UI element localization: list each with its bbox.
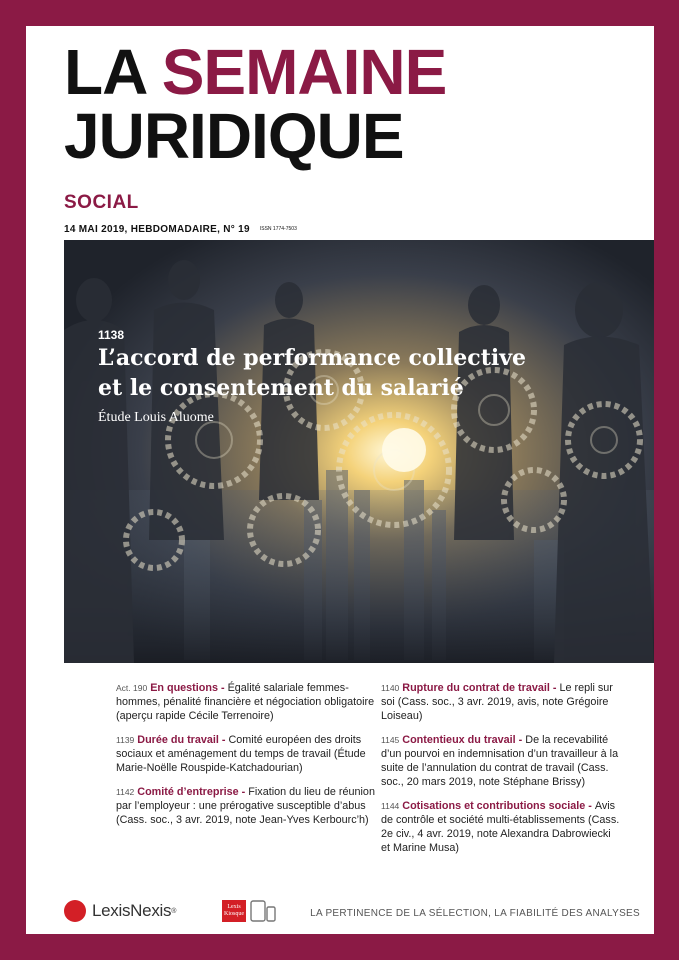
toc-item-number: 1145 (381, 735, 400, 745)
toc-item[interactable] (381, 733, 621, 789)
devices-icon (250, 898, 276, 924)
lexis-kiosque-logo[interactable] (222, 900, 246, 922)
toc-item[interactable] (116, 733, 376, 775)
toc-item-number: 1142 (116, 787, 135, 797)
toc-item-text: Avis de contrôle et société multi-établissements (Cass. 2e civ., 4 avr. 2019, note Alexandra Dabrowiecki et Marine Musa) (381, 800, 620, 854)
issue-info (64, 224, 297, 235)
toc-item-heading: Durée du travail (137, 734, 219, 746)
toc-item-text: Le repli sur soi (Cass. soc., 3 avr. 2019, avis, note Grégoire Loiseau) (381, 682, 613, 722)
lexisnexis-logo[interactable] (64, 900, 176, 922)
toc-item-heading: Comité d’entreprise (137, 786, 239, 798)
toc-item-heading: Rupture du contrat de travail (402, 682, 550, 694)
toc-item-number: Act. 190 (116, 683, 148, 693)
registered-mark: ® (171, 907, 177, 915)
toc-item-separator: - (217, 682, 228, 694)
toc-item[interactable] (381, 799, 621, 855)
feature-number: 1138 (98, 328, 125, 342)
publisher-name: LexisNexis (92, 901, 172, 920)
feature-title-line-2: et le consentement du salarié (98, 375, 464, 401)
toc-item-heading: Contentieux du travail (402, 734, 516, 746)
feature-headline (98, 328, 526, 426)
footer (26, 896, 654, 934)
toc-item-text: Comité européen des droits sociaux et aménagement du temps de travail (Étude Marie-Noëlle Rouspide-Katchadourian) (116, 734, 366, 774)
toc-item-number: 1144 (381, 801, 400, 811)
toc-item-separator: - (549, 682, 560, 694)
toc-right-column (381, 681, 621, 865)
masthead-line-1 (64, 36, 447, 108)
toc-item-separator: - (218, 734, 229, 746)
toc-item-number: 1139 (116, 735, 135, 745)
toc-item-heading: Cotisations et contributions sociale (402, 800, 586, 812)
toc-item-separator: - (585, 800, 595, 812)
kiosque-line-2: Kiosque (224, 911, 244, 917)
toc-item-text: Fixation du lieu de réunion par l’employeur : une prérogative susceptible d’abus (Cass. soc., 3 avr. 2019, note Jean-Yves Kerbourc’h) (116, 786, 375, 826)
cover-page (26, 26, 654, 934)
section-title: SOCIAL (64, 192, 139, 213)
tagline: LA PERTINENCE DE LA SÉLECTION, LA FIABILITÉ DES ANALYSES (310, 908, 640, 919)
toc-item[interactable] (116, 681, 376, 723)
toc-item-number: 1140 (381, 683, 400, 693)
toc-item[interactable] (116, 785, 376, 827)
toc-left-column (116, 681, 376, 837)
issn-number: ISSN 1774-7503 (259, 226, 297, 233)
toc-item-text: De la recevabilité d’un pourvoi en indemnisation d’un travailleur à la suite de l’annulation du contrat de travail (Cass. soc., 20 mars 2019, note Stéphane Brissy) (381, 734, 619, 788)
feature-author: Étude Louis Aluome (98, 410, 214, 425)
lexisnexis-emblem-icon (64, 900, 86, 922)
masthead (64, 36, 447, 172)
masthead-la: LA (64, 36, 162, 108)
toc-item-separator: - (515, 734, 526, 746)
kiosque-line-1: Lexis (227, 904, 241, 910)
feature-image[interactable] (64, 240, 654, 663)
gears-illustration (64, 240, 654, 663)
masthead-semaine: SEMAINE (161, 36, 447, 108)
toc-item[interactable] (381, 681, 621, 723)
toc-item-text: Égalité salariale femmes-hommes, pénalité financière et négociation obligatoire (aperçu rapide Cécile Terrenoire) (116, 682, 375, 722)
toc-item-separator: - (238, 786, 249, 798)
feature-title-line-1: L’accord de performance collective (98, 345, 527, 371)
issue-date: 14 MAI 2019, HEBDOMADAIRE, N° 19 (64, 224, 250, 235)
toc-item-heading: En questions (150, 682, 218, 694)
masthead-line-2: JURIDIQUE (64, 100, 404, 172)
